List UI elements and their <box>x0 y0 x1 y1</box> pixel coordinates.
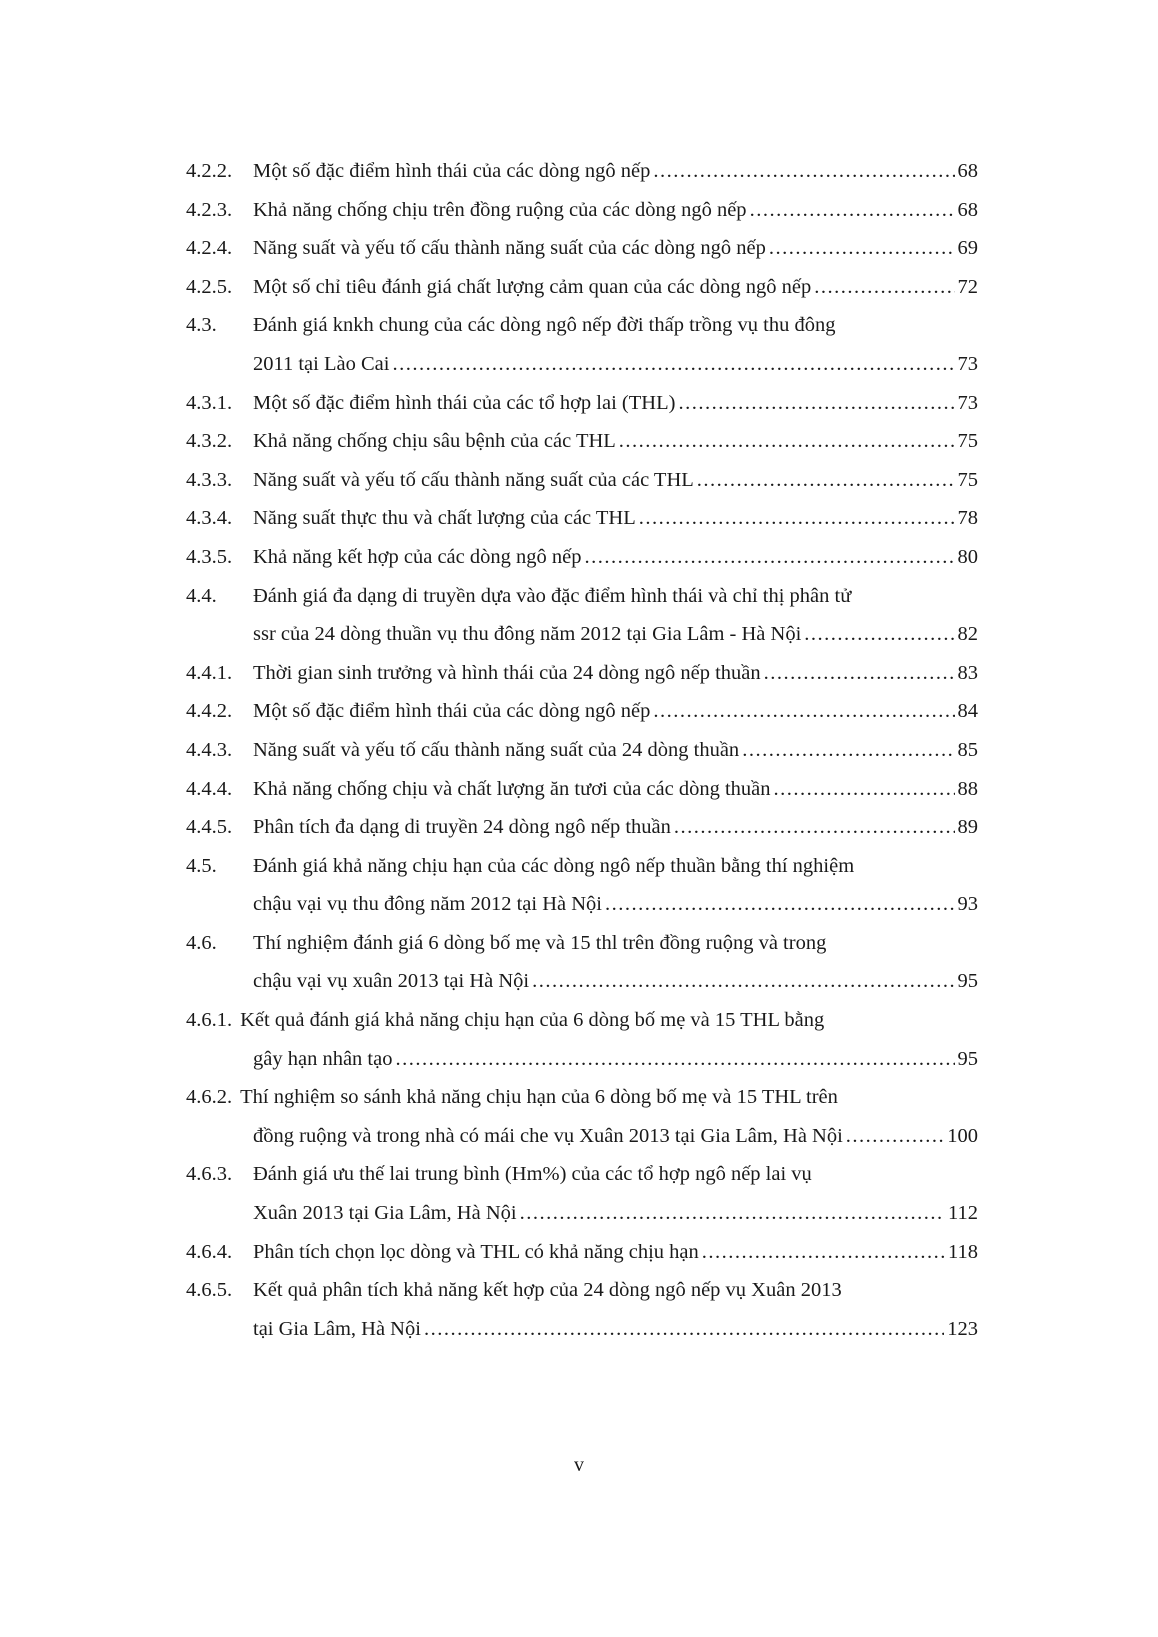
toc-entry-continuation[interactable] <box>186 1310 978 1349</box>
toc-entry[interactable] <box>186 731 978 770</box>
toc-page: 84 <box>957 700 978 723</box>
toc-leader <box>653 692 954 731</box>
toc-entry[interactable] <box>186 692 978 731</box>
toc-page: 69 <box>957 237 978 260</box>
toc-page: 112 <box>948 1202 978 1225</box>
toc-entry[interactable] <box>186 191 978 230</box>
toc-number: 4.6.5. <box>186 1279 233 1302</box>
toc-title: Kết quả phân tích khả năng kết hợp của 24 dòng ngô nếp vụ Xuân 2013 <box>253 1279 842 1302</box>
toc-title: Đánh giá khả năng chịu hạn của các dòng ngô nếp thuần bằng thí nghiệm <box>253 854 855 877</box>
toc-entry[interactable] <box>186 1271 978 1310</box>
toc-entry[interactable] <box>186 422 978 461</box>
toc-entry[interactable] <box>186 577 978 616</box>
toc-page: 72 <box>957 275 978 298</box>
toc-number: 4.4.2. <box>186 700 233 723</box>
toc-title-continued: chậu vại vụ xuân 2013 tại Hà Nội <box>253 970 530 993</box>
toc-number: 4.2.3. <box>186 198 233 221</box>
toc-entry[interactable] <box>186 1001 978 1040</box>
toc-entry[interactable] <box>186 384 978 423</box>
toc-title-continued: Xuân 2013 tại Gia Lâm, Hà Nội <box>253 1202 517 1225</box>
toc-title-continued: gây hạn nhân tạo <box>253 1047 393 1070</box>
toc-leader <box>520 1194 945 1233</box>
toc-entry[interactable] <box>186 152 978 191</box>
toc-number: 4.4.4. <box>186 777 233 800</box>
toc-leader <box>750 191 955 230</box>
page-number: v <box>574 1454 584 1476</box>
toc-number: 4.4.3. <box>186 738 233 761</box>
toc-entry[interactable] <box>186 1233 978 1272</box>
toc-entry-continuation[interactable] <box>186 345 978 384</box>
toc-page: 89 <box>957 816 978 839</box>
toc-leader <box>697 461 955 500</box>
toc-page: 95 <box>957 970 978 993</box>
toc-page: 118 <box>948 1240 978 1263</box>
toc-number: 4.6.1. <box>186 1009 233 1032</box>
toc-entry[interactable] <box>186 306 978 345</box>
toc-entry-continuation[interactable] <box>186 1040 978 1079</box>
toc-leader <box>846 1117 944 1156</box>
toc-page: 73 <box>957 391 978 414</box>
toc-entry-continuation[interactable] <box>186 885 978 924</box>
toc-title: Một số đặc điểm hình thái của các tổ hợp lai (THL) <box>253 391 676 414</box>
toc-title: Kết quả đánh giá khả năng chịu hạn của 6 dòng bố mẹ và 15 THL bằng <box>240 1009 825 1032</box>
toc-page: 85 <box>957 738 978 761</box>
toc-title: Phân tích chọn lọc dòng và THL có khả năng chịu hạn <box>253 1240 699 1263</box>
toc-title: Khả năng kết hợp của các dòng ngô nếp <box>253 545 582 568</box>
toc-leader <box>814 268 954 307</box>
toc-entry[interactable] <box>186 1155 978 1194</box>
toc-entry-continuation[interactable] <box>186 1194 978 1233</box>
toc-title: Năng suất và yếu tố cấu thành năng suất của các dòng ngô nếp <box>253 237 766 260</box>
toc-number: 4.6. <box>186 931 217 954</box>
toc-page: 78 <box>957 507 978 530</box>
toc-title: Năng suất và yếu tố cấu thành năng suất của các THL <box>253 468 694 491</box>
toc-entry-continuation[interactable] <box>186 1117 978 1156</box>
toc-title: Năng suất và yếu tố cấu thành năng suất của 24 dòng thuần <box>253 738 740 761</box>
toc-page: 123 <box>947 1317 978 1340</box>
toc-number: 4.3.1. <box>186 391 233 414</box>
toc-number: 4.3. <box>186 314 217 337</box>
toc-leader <box>804 615 954 654</box>
toc-title: Đánh giá đa dạng di truyền dựa vào đặc điểm hình thái và chỉ thị phân tử <box>253 584 852 607</box>
toc-entry-continuation[interactable] <box>186 615 978 654</box>
toc-leader <box>424 1310 944 1349</box>
toc-entry[interactable] <box>186 847 978 886</box>
toc-page: 83 <box>957 661 978 684</box>
toc-entry[interactable] <box>186 1078 978 1117</box>
toc-leader <box>774 770 955 809</box>
toc-number: 4.3.5. <box>186 545 233 568</box>
toc-leader <box>619 422 955 461</box>
toc-title-continued: ssr của 24 dòng thuần vụ thu đông năm 2012 tại Gia Lâm - Hà Nội <box>253 623 802 646</box>
toc-leader <box>395 1040 954 1079</box>
toc-leader <box>702 1233 945 1272</box>
toc-entry[interactable] <box>186 654 978 693</box>
toc-entry[interactable] <box>186 268 978 307</box>
toc-title: Năng suất thực thu và chất lượng của các THL <box>253 507 636 530</box>
toc-leader <box>678 384 954 423</box>
toc-page: 93 <box>957 893 978 916</box>
toc-title: Khả năng chống chịu sâu bệnh của các THL <box>253 430 616 453</box>
toc-number: 4.6.4. <box>186 1240 233 1263</box>
toc-entry-continuation[interactable] <box>186 962 978 1001</box>
toc-number: 4.3.2. <box>186 430 233 453</box>
toc-page: 88 <box>957 777 978 800</box>
toc-leader <box>653 152 954 191</box>
toc-leader <box>674 808 955 847</box>
toc-number: 4.2.2. <box>186 160 233 182</box>
toc-number: 4.3.4. <box>186 507 233 530</box>
toc-title-continued: chậu vại vụ thu đông năm 2012 tại Hà Nội <box>253 893 603 916</box>
toc-entry[interactable] <box>186 461 978 500</box>
toc-title-continued: tại Gia Lâm, Hà Nội <box>253 1317 421 1340</box>
toc-title: Khả năng chống chịu trên đồng ruộng của các dòng ngô nếp <box>253 198 747 221</box>
toc-page: 68 <box>957 198 978 221</box>
toc-leader <box>584 538 954 577</box>
toc-title-continued: đồng ruộng và trong nhà có mái che vụ Xuân 2013 tại Gia Lâm, Hà Nội <box>253 1124 843 1147</box>
toc-number: 4.6.2. <box>186 1086 233 1109</box>
toc-page: 82 <box>957 623 978 646</box>
toc-leader <box>769 229 955 268</box>
toc-page: 100 <box>947 1124 978 1147</box>
toc-page: 95 <box>957 1047 978 1070</box>
toc-title: Một số chỉ tiêu đánh giá chất lượng cảm quan của các dòng ngô nếp <box>253 275 812 298</box>
toc-number: 4.2.5. <box>186 275 233 298</box>
toc-leader <box>742 731 954 770</box>
toc-leader <box>392 345 954 384</box>
toc-title: Thời gian sinh trưởng và hình thái của 24 dòng ngô nếp thuần <box>253 661 761 684</box>
toc-page: 75 <box>957 430 978 453</box>
toc-leader <box>764 654 955 693</box>
toc-page: 75 <box>957 468 978 491</box>
toc-page: 73 <box>957 352 978 375</box>
toc-number: 4.2.4. <box>186 237 233 260</box>
toc-page: 68 <box>957 160 978 182</box>
toc-title-continued: 2011 tại Lào Cai <box>253 352 390 375</box>
toc-page: 80 <box>957 545 978 568</box>
toc-entry[interactable] <box>186 229 978 268</box>
toc-entry[interactable] <box>186 499 978 538</box>
toc-title: Phân tích đa dạng di truyền 24 dòng ngô nếp thuần <box>253 816 671 839</box>
toc-title: Đánh giá knkh chung của các dòng ngô nếp đời thấp trồng vụ thu đông <box>253 314 836 337</box>
toc-title: Đánh giá ưu thế lai trung bình (Hm%) của các tổ hợp ngô nếp lai vụ <box>253 1163 812 1186</box>
toc-title: Thí nghiệm đánh giá 6 dòng bố mẹ và 15 thl trên đồng ruộng và trong <box>253 931 827 954</box>
toc-number: 4.4.5. <box>186 816 233 839</box>
toc-title: Một số đặc điểm hình thái của các dòng ngô nếp <box>253 160 651 182</box>
toc-entry[interactable] <box>186 770 978 809</box>
toc-title: Một số đặc điểm hình thái của các dòng ngô nếp <box>253 700 651 723</box>
toc-entry[interactable] <box>186 538 978 577</box>
toc-number: 4.4.1. <box>186 661 233 684</box>
toc-number: 4.3.3. <box>186 468 233 491</box>
toc-leader <box>532 962 954 1001</box>
toc-number: 4.4. <box>186 584 217 607</box>
toc-entry[interactable] <box>186 808 978 847</box>
toc-title: Khả năng chống chịu và chất lượng ăn tươi của các dòng thuần <box>253 777 771 800</box>
toc-entry[interactable] <box>186 924 978 963</box>
table-of-contents <box>186 152 978 1348</box>
toc-title: Thí nghiệm so sánh khả năng chịu hạn của 6 dòng bố mẹ và 15 THL trên <box>240 1086 838 1109</box>
toc-leader <box>639 499 955 538</box>
toc-number: 4.6.3. <box>186 1163 233 1186</box>
toc-leader <box>605 885 954 924</box>
toc-number: 4.5. <box>186 854 217 877</box>
